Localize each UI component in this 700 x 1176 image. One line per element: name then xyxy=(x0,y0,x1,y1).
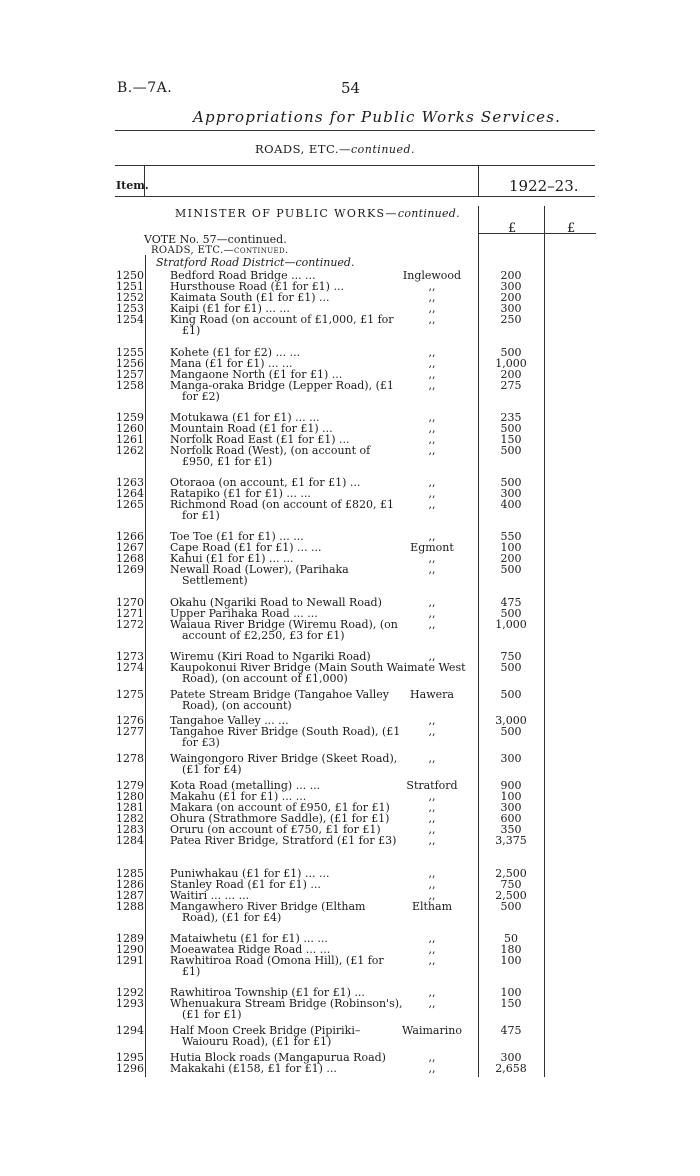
item-number: 1277 xyxy=(116,725,144,738)
item-district: ,, xyxy=(428,954,436,967)
item-description: Makakahi (£158, £1 for £1) ... xyxy=(170,1062,337,1075)
item-district: ,, xyxy=(428,280,436,293)
item-number: 1289 xyxy=(116,932,144,945)
item-district: ,, xyxy=(428,476,436,489)
item-number: 1276 xyxy=(116,714,144,727)
item-district: ,, xyxy=(428,530,436,543)
item-number: 1274 xyxy=(116,661,144,674)
item-description: Kaupokonui River Bridge (Main South Waimate West Road), (on account of £1,000) xyxy=(170,661,466,685)
item-amount: 180 xyxy=(500,943,522,956)
item-number: 1293 xyxy=(116,997,144,1010)
item-description: Patete Stream Bridge (Tangahoe Valley Road), (on account) xyxy=(170,688,389,712)
page-number: 54 xyxy=(341,79,361,97)
roads-subheading: ROADS, ETC.—continued. xyxy=(151,245,289,256)
item-description: Hursthouse Road (£1 for £1) ... xyxy=(170,280,344,293)
item-district: ,, xyxy=(428,368,436,381)
item-description: Ohura (Strathmore Saddle), (£1 for £1) xyxy=(170,812,390,825)
item-district: ,, xyxy=(428,889,436,902)
item-description: Makara (on account of £950, £1 for £1) xyxy=(170,801,390,814)
item-amount: 600 xyxy=(500,812,522,825)
item-description: Puniwhakau (£1 for £1) ... ... xyxy=(170,867,330,880)
item-district: ,, xyxy=(428,563,436,576)
item-district: ,, xyxy=(428,834,436,847)
item-number: 1287 xyxy=(116,889,144,902)
item-amount: 1,000 xyxy=(495,357,527,370)
item-description: Stanley Road (£1 for £1) ... xyxy=(170,878,321,891)
item-number: 1273 xyxy=(116,650,144,663)
item-amount: 235 xyxy=(500,411,522,424)
item-district: ,, xyxy=(428,752,436,765)
item-description: Waingongoro River Bridge (Skeet Road), (£1 for £4) xyxy=(170,752,398,776)
item-amount: 500 xyxy=(500,346,522,359)
item-amount: 200 xyxy=(500,552,522,565)
district-subheading: Stratford Road District—continued. xyxy=(156,256,355,269)
item-number: 1292 xyxy=(116,986,144,999)
item-amount: 50 xyxy=(504,932,518,945)
item-district: ,, xyxy=(428,346,436,359)
item-number: 1282 xyxy=(116,812,144,825)
item-description: Mountain Road (£1 for £1) ... xyxy=(170,422,333,435)
pound-sign-col1: £ xyxy=(508,221,517,236)
year-column-rule xyxy=(478,165,479,197)
header-rule-bottom xyxy=(115,196,595,197)
amount-col-underline xyxy=(478,233,596,234)
item-description: Wiremu (Kiri Road to Ngariki Road) xyxy=(170,650,371,663)
item-district: ,, xyxy=(428,997,436,1010)
item-amount: 500 xyxy=(500,422,522,435)
item-amount: 100 xyxy=(500,541,522,554)
item-number: 1275 xyxy=(116,688,144,701)
item-number: 1296 xyxy=(116,1062,144,1075)
item-amount: 500 xyxy=(500,661,522,674)
item-number: 1259 xyxy=(116,411,144,424)
item-number: 1285 xyxy=(116,867,144,880)
item-description: Hutia Block roads (Mangapurua Road) xyxy=(170,1051,386,1064)
item-district: ,, xyxy=(428,444,436,457)
item-amount: 2,500 xyxy=(495,867,527,880)
item-amount: 300 xyxy=(500,801,522,814)
item-district: ,, xyxy=(428,596,436,609)
item-district: ,, xyxy=(428,725,436,738)
top-rule xyxy=(115,130,595,131)
item-district: Stratford xyxy=(406,779,458,792)
item-district: ,, xyxy=(428,986,436,999)
item-district: ,, xyxy=(428,379,436,392)
item-amount: 300 xyxy=(500,280,522,293)
item-district: ,, xyxy=(428,422,436,435)
minister-heading xyxy=(175,207,460,220)
minister-continued: continued. xyxy=(397,207,460,220)
item-amount: 3,000 xyxy=(495,714,527,727)
item-amount: 300 xyxy=(500,1051,522,1064)
item-amount: 500 xyxy=(500,607,522,620)
item-amount: 300 xyxy=(500,487,522,500)
item-description: Moeawatea Ridge Road ... ... xyxy=(170,943,331,956)
item-amount: 200 xyxy=(500,269,522,282)
item-description: Otoraoa (on account, £1 for £1) ... xyxy=(170,476,361,489)
item-description: Mangaone North (£1 for £1) ... xyxy=(170,368,343,381)
minister-main: MINISTER OF PUBLIC WORKS— xyxy=(175,207,398,220)
item-number: 1288 xyxy=(116,900,144,913)
item-description: Kaimata South (£1 for £1) ... xyxy=(170,291,330,304)
item-description: Mana (£1 for £1) ... ... xyxy=(170,357,293,370)
header-rule-top xyxy=(115,165,595,166)
item-description: Toe Toe (£1 for £1) ... ... xyxy=(170,530,304,543)
item-description: Kahui (£1 for £1) ... ... xyxy=(170,552,294,565)
item-number: 1267 xyxy=(116,541,144,554)
item-amount: 250 xyxy=(500,313,522,326)
item-number: 1250 xyxy=(116,269,144,282)
item-number: 1284 xyxy=(116,834,144,847)
item-number: 1286 xyxy=(116,878,144,891)
item-number: 1270 xyxy=(116,596,144,609)
item-number: 1257 xyxy=(116,368,144,381)
item-district: ,, xyxy=(428,878,436,891)
document-reference: B.—7A. xyxy=(117,80,173,96)
item-description: Ratapiko (£1 for £1) ... ... xyxy=(170,487,311,500)
item-district: ,, xyxy=(428,790,436,803)
item-amount: 150 xyxy=(500,433,522,446)
item-district: ,, xyxy=(428,552,436,565)
item-amount: 2,500 xyxy=(495,889,527,902)
item-district: ,, xyxy=(428,291,436,304)
item-number: 1254 xyxy=(116,313,144,326)
item-amount: 350 xyxy=(500,823,522,836)
item-district: Eltham xyxy=(411,900,453,913)
item-district: ,, xyxy=(428,867,436,880)
item-description: Half Moon Creek Bridge (Pipiriki–Waiouru Road), (£1 for £1) xyxy=(170,1024,361,1048)
item-district: ,, xyxy=(428,498,436,511)
item-district: ,, xyxy=(428,714,436,727)
item-description: Oruru (on account of £750, £1 for £1) xyxy=(170,823,381,836)
item-description: Manga-oraka Bridge (Lepper Road), (£1 for £2) xyxy=(170,379,394,403)
item-description: King Road (on account of £1,000, £1 for £1) xyxy=(170,313,394,337)
item-number: 1279 xyxy=(116,779,144,792)
item-district: ,, xyxy=(428,302,436,315)
item-description: Whenuakura Stream Bridge (Robinson's), (£1 for £1) xyxy=(170,997,403,1021)
item-amount: 750 xyxy=(500,878,522,891)
item-description: Newall Road (Lower), (Parihaka Settlement) xyxy=(170,563,349,587)
item-district: Hawera xyxy=(410,688,454,701)
item-description: Waitiri ... ... ... xyxy=(170,889,250,902)
item-number: 1283 xyxy=(116,823,144,836)
item-district: ,, xyxy=(428,812,436,825)
section-main: ROADS, ETC.— xyxy=(255,142,352,156)
item-amount: 750 xyxy=(500,650,522,663)
item-district: ,, xyxy=(428,313,436,326)
item-number: 1269 xyxy=(116,563,144,576)
item-number: 1251 xyxy=(116,280,144,293)
item-description: Norfolk Road (West), (on account of £950, £1 for £1) xyxy=(170,444,371,468)
item-amount: 100 xyxy=(500,954,522,967)
item-description: Tangahoe River Bridge (South Road), (£1 for £3) xyxy=(170,725,401,749)
vote-heading: VOTE No. 57—continued. xyxy=(144,233,287,246)
item-number: 1268 xyxy=(116,552,144,565)
item-amount: 500 xyxy=(500,444,522,457)
item-district: Waimarino xyxy=(402,1024,462,1037)
item-amount: 475 xyxy=(500,596,522,609)
item-description: Mataiwhetu (£1 for £1) ... ... xyxy=(170,932,328,945)
item-district: ,, xyxy=(428,487,436,500)
item-district: ,, xyxy=(428,932,436,945)
item-district: Inglewood xyxy=(402,269,462,282)
item-amount: 475 xyxy=(500,1024,522,1037)
item-amount: 100 xyxy=(500,790,522,803)
item-description: Mangawhero River Bridge (Eltham Road), (£1 for £4) xyxy=(170,900,366,924)
item-number: 1290 xyxy=(116,943,144,956)
item-description: Kaipi (£1 for £1) ... ... xyxy=(170,302,290,315)
item-description: Kota Road (metalling) ... ... xyxy=(170,779,321,792)
item-district: ,, xyxy=(428,1062,436,1075)
item-number: 1256 xyxy=(116,357,144,370)
item-number: 1294 xyxy=(116,1024,144,1037)
amount-col-left xyxy=(478,206,479,1077)
item-description: Cape Road (£1 for £1) ... ... xyxy=(170,541,322,554)
item-number: 1265 xyxy=(116,498,144,511)
item-number: 1262 xyxy=(116,444,144,457)
item-amount: 500 xyxy=(500,900,522,913)
section-heading xyxy=(255,142,415,156)
item-description: Waiaua River Bridge (Wiremu Road), (on account of £2,250, £3 for £1) xyxy=(170,618,398,642)
item-description: Norfolk Road East (£1 for £1) ... xyxy=(170,433,350,446)
item-district: ,, xyxy=(428,801,436,814)
item-number: 1258 xyxy=(116,379,144,392)
item-description: Bedford Road Bridge ... ... xyxy=(170,269,316,282)
item-number: 1260 xyxy=(116,422,144,435)
item-amount: 3,375 xyxy=(495,834,527,847)
item-district: ,, xyxy=(428,943,436,956)
item-description: Rawhitiroa Township (£1 for £1) ... xyxy=(170,986,365,999)
item-number: 1272 xyxy=(116,618,144,631)
item-description: Okahu (Ngariki Road to Newall Road) xyxy=(170,596,382,609)
item-district: ,, xyxy=(428,433,436,446)
item-district: ,, xyxy=(428,1051,436,1064)
item-number: 1253 xyxy=(116,302,144,315)
page-title: Appropriations for Public Works Services. xyxy=(193,108,562,126)
item-amount: 500 xyxy=(500,563,522,576)
item-number: 1261 xyxy=(116,433,144,446)
item-amount: 500 xyxy=(500,476,522,489)
item-district: ,, xyxy=(428,823,436,836)
item-number: 1264 xyxy=(116,487,144,500)
item-amount: 500 xyxy=(500,725,522,738)
item-amount: 900 xyxy=(500,779,522,792)
item-amount: 300 xyxy=(500,302,522,315)
item-number: 1271 xyxy=(116,607,144,620)
item-amount: 100 xyxy=(500,986,522,999)
item-amount: 2,658 xyxy=(495,1062,527,1075)
item-description: Tangahoe Valley ... ... xyxy=(170,714,289,727)
item-description: Richmond Road (on account of £820, £1 for £1) xyxy=(170,498,394,522)
pound-sign-col2: £ xyxy=(567,221,576,236)
item-district: ,, xyxy=(428,357,436,370)
item-district: ,, xyxy=(428,618,436,631)
item-amount: 550 xyxy=(500,530,522,543)
section-continued: continued. xyxy=(351,143,416,156)
item-amount: 1,000 xyxy=(495,618,527,631)
item-description: Motukawa (£1 for £1) ... ... xyxy=(170,411,320,424)
item-amount: 150 xyxy=(500,997,522,1010)
item-amount: 275 xyxy=(500,379,522,392)
item-amount: 500 xyxy=(500,688,522,701)
item-number: 1266 xyxy=(116,530,144,543)
item-description: Kohete (£1 for £2) ... ... xyxy=(170,346,301,359)
item-amount: 400 xyxy=(500,498,522,511)
item-description: Rawhitiroa Road (Omona Hill), (£1 for £1) xyxy=(170,954,384,978)
item-number: 1278 xyxy=(116,752,144,765)
item-number: 1255 xyxy=(116,346,144,359)
item-amount: 300 xyxy=(500,752,522,765)
item-number: 1281 xyxy=(116,801,144,814)
amount-col-mid xyxy=(544,206,545,1077)
item-number: 1291 xyxy=(116,954,144,967)
item-amount: 200 xyxy=(500,368,522,381)
item-district: ,, xyxy=(428,607,436,620)
item-number: 1280 xyxy=(116,790,144,803)
item-number: 1252 xyxy=(116,291,144,304)
item-number: 1263 xyxy=(116,476,144,489)
item-description: Upper Parihaka Road ... ... xyxy=(170,607,318,620)
item-description: Patea River Bridge, Stratford (£1 for £3) xyxy=(170,834,397,847)
item-amount: 200 xyxy=(500,291,522,304)
item-description: Makahu (£1 for £1) ... ... xyxy=(170,790,307,803)
item-district: ,, xyxy=(428,650,436,663)
item-number: 1295 xyxy=(116,1051,144,1064)
item-column-header: Item. xyxy=(116,179,149,192)
item-district: Egmont xyxy=(410,541,454,554)
item-district: ,, xyxy=(428,411,436,424)
year-column-header: 1922–23. xyxy=(509,177,579,195)
